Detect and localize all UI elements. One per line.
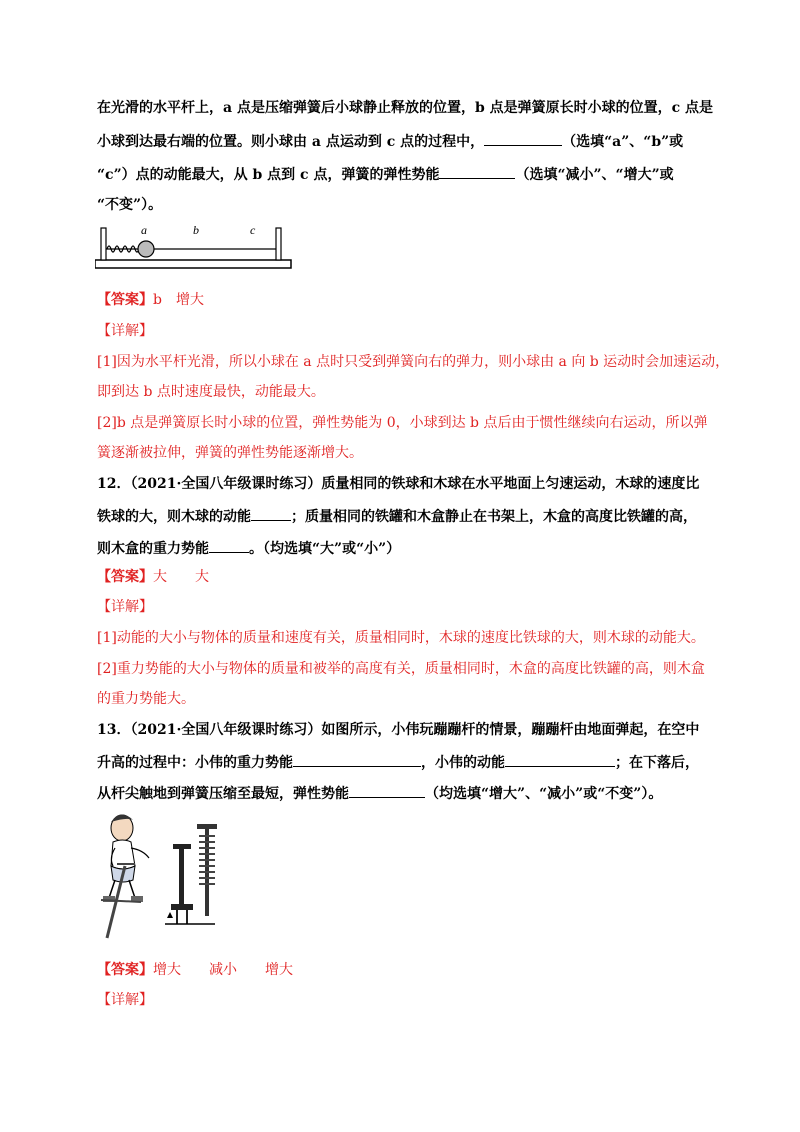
q11-blank-1[interactable] xyxy=(484,131,562,146)
q11-line-3-text: “c”）点的动能最大，从 b 点到 c 点，弹簧的弹性势能 xyxy=(97,167,440,183)
figure-label-a: a xyxy=(141,223,147,237)
q12-line-3 xyxy=(97,538,400,559)
answer-label: 【答案】 xyxy=(97,292,153,308)
detail-label: 【详解】 xyxy=(97,599,153,615)
q11-line-2 xyxy=(97,131,683,152)
q13-blank-3[interactable] xyxy=(349,783,425,798)
q13-line-2-mid: ，小伟的动能 xyxy=(421,755,505,771)
q12-blank-2[interactable] xyxy=(209,538,249,553)
q11-line-3 xyxy=(97,164,674,185)
q11-line-4: “不变”）。 xyxy=(97,197,163,213)
q13-line-2-text: 升高的过程中：小伟的重力势能 xyxy=(97,755,293,771)
q13-blank-2[interactable] xyxy=(505,752,615,767)
q11-line-3-tail: （选填“减小”、“增大”或 xyxy=(515,167,674,183)
q12-detail-2: [2]重力势能的大小与物体的质量和被举的高度有关，质量相同时，木盒的高度比铁罐的高，则木盒 xyxy=(97,661,705,677)
q12-detail-3: 的重力势能大。 xyxy=(97,691,195,707)
detail-label: 【详解】 xyxy=(97,323,153,339)
q11-detail-4: 簧逐渐被拉伸，弹簧的弹性势能逐渐增大。 xyxy=(97,445,363,461)
q12-answer xyxy=(97,567,209,587)
figure-label-c: c xyxy=(250,223,256,237)
boy-illustration xyxy=(103,814,149,902)
q13-answer xyxy=(97,960,293,980)
answer-label: 【答案】 xyxy=(97,569,153,585)
q11-line-2-tail: （选填“a”、“b”或 xyxy=(562,134,684,150)
q11-detail-1: [1]因为水平杆光滑，所以小球在 a 点时只受到弹簧向右的弹力，则小球由 a 向 b 运动时会加速运动， xyxy=(97,354,730,370)
q13-line-3 xyxy=(97,783,662,804)
answer-value: 大 大 xyxy=(153,569,209,585)
q13-line-2 xyxy=(97,752,699,773)
answer-label: 【答案】 xyxy=(97,962,153,978)
q13-line-2-tail: ；在下落后， xyxy=(615,755,699,771)
q12-line-2-tail: ；质量相同的铁罐和木盒静止在书架上，木盒的高度比铁罐的高， xyxy=(291,509,697,525)
q11-blank-2[interactable] xyxy=(439,164,515,179)
pogo-mechanism-diagram xyxy=(165,824,217,924)
figure-left-post xyxy=(101,228,106,260)
spring-rod-figure xyxy=(95,222,293,272)
q11-answer xyxy=(97,290,204,310)
detail-label: 【详解】 xyxy=(97,992,153,1008)
figure-base xyxy=(95,260,291,268)
q12-line-3-text: 则木盒的重力势能 xyxy=(97,541,209,557)
figure-ball xyxy=(138,241,154,257)
q11-detail-2: 即到达 b 点时速度最快，动能最大。 xyxy=(97,384,325,400)
q12-line-1: 12．（2021·全国八年级课时练习）质量相同的铁球和木球在水平地面上匀速运动，木球的速度比 xyxy=(97,476,700,492)
q12-blank-1[interactable] xyxy=(251,506,291,521)
q13-line-3-text: 从杆尖触地到弹簧压缩至最短，弹性势能 xyxy=(97,786,349,802)
q12-line-2 xyxy=(97,506,697,527)
answer-value: b 增大 xyxy=(153,292,204,308)
q11-line-1: 在光滑的水平杆上，a 点是压缩弹簧后小球静止释放的位置，b 点是弹簧原长时小球的位置，c 点是 xyxy=(97,100,714,116)
q11-detail-3: [2]b 点是弹簧原长时小球的位置，弹性势能为 0，小球到达 b 点后由于惯性继续向右运动，所以弹 xyxy=(97,415,708,431)
q13-line-1: 13．（2021·全国八年级课时练习）如图所示，小伟玩蹦蹦杆的情景，蹦蹦杆由地面弹起，在空中 xyxy=(97,722,700,738)
q12-line-2-text: 铁球的大，则木球的动能 xyxy=(97,509,251,525)
answer-value: 增大 减小 增大 xyxy=(153,962,293,978)
pogo-stick-figure xyxy=(95,806,245,946)
figure-label-b: b xyxy=(193,223,199,237)
q11-line-2-text: 小球到达最右端的位置。则小球由 a 点运动到 c 点的过程中， xyxy=(97,134,485,150)
figure-right-post xyxy=(276,228,281,260)
q13-line-3-tail: （均选填“增大”、“减小”或“不变”）。 xyxy=(425,786,663,802)
q12-detail-1: [1]动能的大小与物体的质量和速度有关，质量相同时，木球的速度比铁球的大，则木球的动能大。 xyxy=(97,630,705,646)
q12-line-3-tail: 。（均选填“大”或“小”） xyxy=(249,541,401,557)
q13-blank-1[interactable] xyxy=(293,752,421,767)
